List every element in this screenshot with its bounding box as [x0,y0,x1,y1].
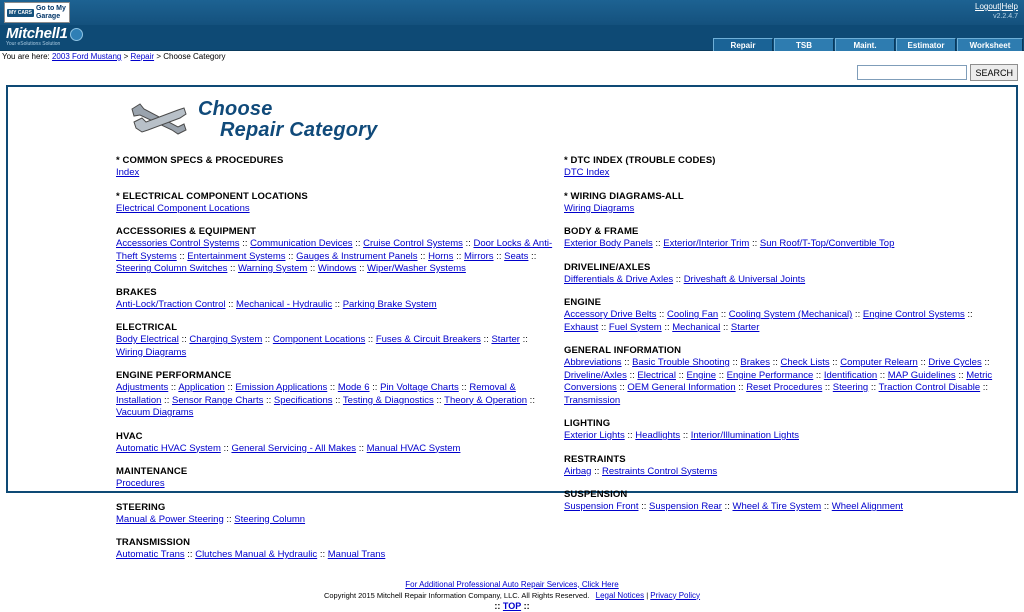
category-link-list [116,167,556,180]
category-link[interactable]: Identification [823,369,878,381]
category-link-list [116,238,556,276]
link-separator: :: [184,549,196,560]
category-link-list [564,466,1004,479]
my-cars-logo: MY CARS [9,9,32,16]
category-link[interactable]: Traction Control Disable [878,382,981,393]
category-link[interactable]: Seats [504,250,529,262]
category-link[interactable]: Headlights [635,430,681,441]
category-link[interactable]: Driveshaft & Universal Joints [683,273,806,285]
brand-nav-bar [0,25,1024,51]
category-link-list [564,274,1004,287]
link-separator: :: [332,394,343,406]
category-link[interactable]: Electrical [637,369,676,381]
link-separator: :: [365,334,376,345]
category-group-title: * COMMON SPECS & PROCEDURES [116,155,284,166]
link-separator: :: [433,394,445,406]
link-separator: :: [661,321,673,333]
category-group-title: DRIVELINE/AXLES [564,261,651,273]
link-separator: :: [417,250,429,262]
category-link[interactable]: Cooling System (Mechanical) [728,309,853,320]
link-separator: :: [220,442,232,454]
category-group [116,431,556,456]
category-link[interactable]: Adjustments [116,382,169,393]
go-to-my-garage-button[interactable] [4,2,70,23]
link-separator: :: [227,263,238,274]
mitchell1-logo [6,26,83,47]
category-group [564,155,1004,180]
category-group-title: STEERING [116,501,166,513]
search-row [0,63,1024,83]
link-separator: :: [822,382,833,393]
link-separator: :: [176,250,188,262]
category-group [564,345,1004,407]
brand-tagline: Your eSolutions Solution [6,41,61,47]
category-link[interactable]: Wiring Diagrams [116,346,187,358]
category-group-title: * ELECTRICAL COMPONENT LOCATIONS [116,190,308,202]
legal-notices-link[interactable]: Legal Notices [595,590,645,600]
category-link[interactable]: Steering Column [234,513,306,525]
tab-tsb[interactable]: TSB [774,38,834,51]
category-link[interactable]: Wheel Alignment [831,501,904,512]
category-link-list [116,443,556,456]
category-link[interactable]: Gauges & Instrument Panels [296,250,418,262]
version-label: v2.2.4.7 [993,13,1018,20]
link-separator: :: [239,238,251,249]
category-link[interactable]: Charging System [189,334,263,345]
logout-link[interactable]: Logout [975,2,1000,11]
category-columns [8,149,1016,573]
link-separator: :: [721,501,733,512]
category-link[interactable]: Engine [686,369,717,381]
wrench-icon [128,100,190,140]
link-separator: :: [178,334,190,345]
page-title-line1: Choose [198,98,273,120]
category-link[interactable]: Component Locations [272,334,366,345]
link-separator: :: [829,357,841,368]
category-link-list [116,334,556,359]
category-group-title: RESTRAINTS [564,453,626,465]
help-link[interactable]: Help [1001,2,1018,11]
category-link[interactable]: Mirrors [464,250,494,262]
link-separator: :: [591,465,603,477]
category-group [116,191,556,216]
category-link[interactable]: Abbreviations [564,357,622,368]
category-link[interactable]: Index [116,167,140,178]
page-title-line2: Repair Category [220,119,378,141]
top-bar-right [975,2,1018,22]
page-header [8,87,1016,149]
category-link-list [564,203,1004,216]
category-link[interactable]: Interior/Illumination Lights [690,430,799,441]
link-separator: :: [680,430,691,441]
category-link[interactable]: Entertainment Systems [187,250,286,262]
category-link[interactable]: Manual & Power Steering [116,513,224,525]
link-separator: :: [458,382,470,393]
tab-estimator[interactable]: Estimator [896,38,956,51]
link-separator: :: [462,238,474,249]
category-link[interactable]: Engine Performance [726,369,814,381]
link-separator: :: [369,382,381,393]
category-link[interactable]: Parking Brake System [342,298,437,310]
link-separator: :: [852,309,863,320]
link-separator: :: [453,250,464,262]
category-link[interactable]: Theory & Operation [444,394,528,406]
category-link[interactable]: Cruise Control Systems [363,238,463,249]
category-group [116,226,556,276]
category-link[interactable]: Cooling Fan [666,309,719,320]
category-link-list [564,430,1004,443]
category-group [564,454,1004,479]
category-link[interactable]: Anti-Lock/Traction Control [116,298,226,310]
category-link[interactable]: Specifications [273,394,333,406]
top-suffix: :: [521,600,530,611]
category-group-title: SUSPENSION [564,489,628,500]
category-link[interactable]: Fuses & Circuit Breakers [375,334,481,345]
garage-label-line2: Garage [35,12,61,20]
category-link[interactable]: Brakes [740,357,770,368]
tab-repair[interactable]: Repair [713,38,773,51]
category-group [564,262,1004,287]
category-link[interactable]: Suspension Rear [649,501,722,512]
page-footer [8,573,1016,612]
content-frame [6,85,1018,611]
category-link[interactable]: Reset Procedures [746,382,823,393]
link-separator: :: [626,369,638,381]
category-link[interactable]: Horns [428,250,454,262]
category-group-title: TRANSMISSION [116,537,191,548]
category-link[interactable]: General Servicing - All Makes [231,442,357,454]
category-link[interactable]: Exterior Lights [564,430,625,441]
category-link[interactable]: Mode 6 [337,382,370,393]
category-link[interactable]: Basic Trouble Shooting [632,357,730,368]
link-separator: :: [527,394,535,406]
breadcrumb [0,51,1024,63]
category-group [564,191,1004,216]
link-separator: :: [493,250,505,262]
link-separator: :: [168,382,179,393]
category-link[interactable]: Vacuum Diagrams [116,407,194,418]
category-link[interactable]: Airbag [564,465,592,477]
link-separator: :: [528,250,537,262]
category-link[interactable]: Sun Roof/T-Top/Convertible Top [759,238,895,249]
link-separator: :: [317,549,328,560]
category-link[interactable]: MAP Guidelines [887,369,956,381]
category-link[interactable]: Driveline/Axles [564,369,627,381]
back-to-top[interactable] [8,601,1016,612]
category-link[interactable]: Manual HVAC System [366,442,461,454]
link-separator: :: [285,250,297,262]
category-group-title: ACCESSORIES & EQUIPMENT [116,226,257,237]
category-link[interactable]: Check Lists [780,357,830,368]
link-separator: :: [877,369,888,381]
category-link[interactable]: Wiper/Washer Systems [367,263,466,274]
privacy-policy-link: Privacy Policy [650,590,701,600]
breadcrumb-current: Choose Category [163,52,226,61]
top-bar [0,0,1024,25]
category-group [116,466,556,491]
link-separator: :: [638,501,650,512]
copyright-line [8,590,1016,601]
link-separator: :: [356,442,367,454]
category-link[interactable]: Exterior Body Panels [564,238,653,249]
category-link-list [116,382,556,420]
link-separator: :: [729,357,741,368]
link-separator: :: [307,263,318,274]
link-separator: :: [769,357,781,368]
legal-sep: | [646,590,649,600]
right-category-column [564,155,1004,573]
category-link-list [116,203,556,216]
link-separator: :: [652,238,664,249]
category-group-title: ENGINE PERFORMANCE [116,370,232,381]
breadcrumb-vehicle-link[interactable]: 2003 Ford Mustang [51,52,122,61]
category-link[interactable]: Sensor Range Charts [171,394,264,406]
link-separator: :: [718,309,729,320]
category-group-title: HVAC [116,430,143,442]
category-group-title: * DTC INDEX (TROUBLE CODES) [564,155,716,166]
category-link[interactable]: Exhaust [564,321,599,333]
link-separator: :: [480,334,492,345]
link-separator: :: [675,369,687,381]
category-link[interactable]: Accessory Drive Belts [564,309,657,320]
category-link[interactable]: Engine Control Systems [862,309,965,320]
category-link[interactable]: Automatic Trans [116,549,185,560]
category-group [116,370,556,420]
brand-circle-icon [70,28,83,41]
category-link[interactable]: Restraints Control Systems [602,465,718,477]
link-separator: :: [821,501,832,512]
tab-worksheet[interactable]: Worksheet [957,38,1023,51]
breadcrumb-sep-1: > [123,52,129,61]
category-link[interactable]: Computer Relearn [840,357,918,368]
copyright-text: Copyright 2015 Mitchell Repair Information Company, LLC. All Rights Reserved. [323,590,590,600]
category-link[interactable]: Emission Applications [235,382,328,393]
category-group [116,502,556,527]
link-separator: :: [624,430,636,441]
category-link[interactable]: Removal & Installation [116,382,516,406]
category-group [564,226,1004,251]
link-separator: :: [224,382,236,393]
category-link-list [564,357,1004,407]
link-separator: :: [656,309,667,320]
category-link[interactable]: OEM General Information [627,382,736,393]
link-separator: :: [955,369,967,381]
breadcrumb-prefix: You are here: [2,52,50,61]
link-separator: :: [161,394,172,406]
link-separator: :: [735,382,747,393]
link-separator: :: [519,334,528,345]
category-link[interactable]: Wiring Diagrams [564,202,635,214]
category-link[interactable]: Door Locks & Anti-Theft Systems [116,238,553,262]
left-category-column [116,155,556,573]
category-link[interactable]: Windows [317,263,357,274]
link-separator: :: [673,273,684,285]
category-link[interactable]: Metric Conversions [564,369,993,393]
search-button[interactable]: SEARCH [970,64,1018,81]
category-link[interactable]: Manual Trans [327,549,386,560]
link-separator: :: [720,321,731,333]
link-separator: :: [598,321,609,333]
category-group [116,322,556,359]
link-separator: :: [980,382,989,393]
category-link[interactable]: Testing & Diagnostics [342,394,434,406]
category-link-list [564,501,1004,514]
category-link[interactable]: Steering Column Switches [116,263,228,274]
category-link[interactable]: Differentials & Drive Axles [564,273,674,285]
category-link[interactable]: Procedures [116,478,165,489]
category-group-title: ENGINE [564,297,602,308]
link-separator: :: [263,394,274,406]
link-separator: :: [327,382,338,393]
category-link-list [116,299,556,312]
link-separator: :: [356,263,367,274]
category-link-list [116,478,556,491]
category-link[interactable]: Accessories Control Systems [116,238,240,249]
link-separator: :: [616,382,628,393]
category-link[interactable]: Exterior/Interior Trim [663,238,750,249]
link-separator: :: [621,357,633,368]
link-separator: :: [749,238,760,249]
category-link[interactable]: Communication Devices [250,238,353,249]
link-separator: :: [981,357,990,368]
link-separator: :: [917,357,929,368]
breadcrumb-repair-link[interactable]: Repair [130,52,155,61]
category-link-list [564,167,1004,180]
category-link-list [116,514,556,527]
category-link[interactable]: Starter [491,334,520,345]
category-link[interactable]: Automatic HVAC System [116,442,221,454]
pro-services-link[interactable]: For Additional Professional Auto Repair Services, Click Here [405,579,619,589]
search-box [857,64,1018,81]
link-separator: :: [964,309,973,320]
link-separator: :: [262,334,273,345]
category-group-title: BODY & FRAME [564,226,639,237]
category-link[interactable]: Steering [832,382,869,393]
page-title [198,99,378,141]
category-link[interactable]: Application [178,382,225,393]
category-link[interactable]: Wheel & Tire System [732,501,822,512]
category-group-title: LIGHTING [564,418,611,429]
category-link-list [116,549,556,562]
category-link[interactable]: Suspension Front [564,501,639,512]
top-link[interactable]: TOP [502,600,522,611]
link-separator: :: [352,238,364,249]
link-separator: :: [223,513,235,525]
category-group [116,287,556,312]
category-group-title: GENERAL INFORMATION [564,345,682,356]
category-link[interactable]: Transmission [564,394,621,406]
category-link[interactable]: Body Electrical [116,334,179,345]
link-separator: :: [868,382,879,393]
category-link[interactable]: Electrical Component Locations [116,202,250,214]
category-link[interactable]: Clutches Manual & Hydraulic [195,549,318,560]
category-group-title: BRAKES [116,286,157,298]
garage-label-line1: Go to My [35,4,66,12]
brand-name: Mitchell1 [6,26,83,41]
category-group-title: ELECTRICAL [116,322,178,333]
category-link[interactable]: Starter [730,321,760,333]
breadcrumb-sep-2: > [156,52,161,61]
category-link-list [564,309,1004,334]
tab-maint[interactable]: Maint. [835,38,895,51]
category-link[interactable]: Mechanical - Hydraulic [236,298,333,310]
category-link[interactable]: DTC Index [564,167,610,178]
main-nav-tabs [713,25,1024,51]
category-link[interactable]: Fuel System [608,321,662,333]
category-link-list [564,238,1004,251]
category-group [116,155,556,180]
category-group [564,489,1004,514]
top-prefix: :: [494,600,503,611]
category-link[interactable]: Mechanical [672,321,721,333]
category-group [564,297,1004,334]
category-link[interactable]: Drive Cycles [928,357,982,368]
search-input[interactable] [857,65,967,80]
topbar-divider: | [999,2,1002,11]
category-group [564,418,1004,443]
link-separator: :: [225,298,237,310]
category-group [116,537,556,562]
category-link[interactable]: Pin Voltage Charts [380,382,459,393]
link-separator: :: [332,298,343,310]
category-group-title: MAINTENANCE [116,466,188,477]
link-separator: :: [813,369,824,381]
category-link[interactable]: Warning System [237,263,308,274]
link-separator: :: [716,369,727,381]
category-group-title: * WIRING DIAGRAMS-ALL [564,190,684,202]
